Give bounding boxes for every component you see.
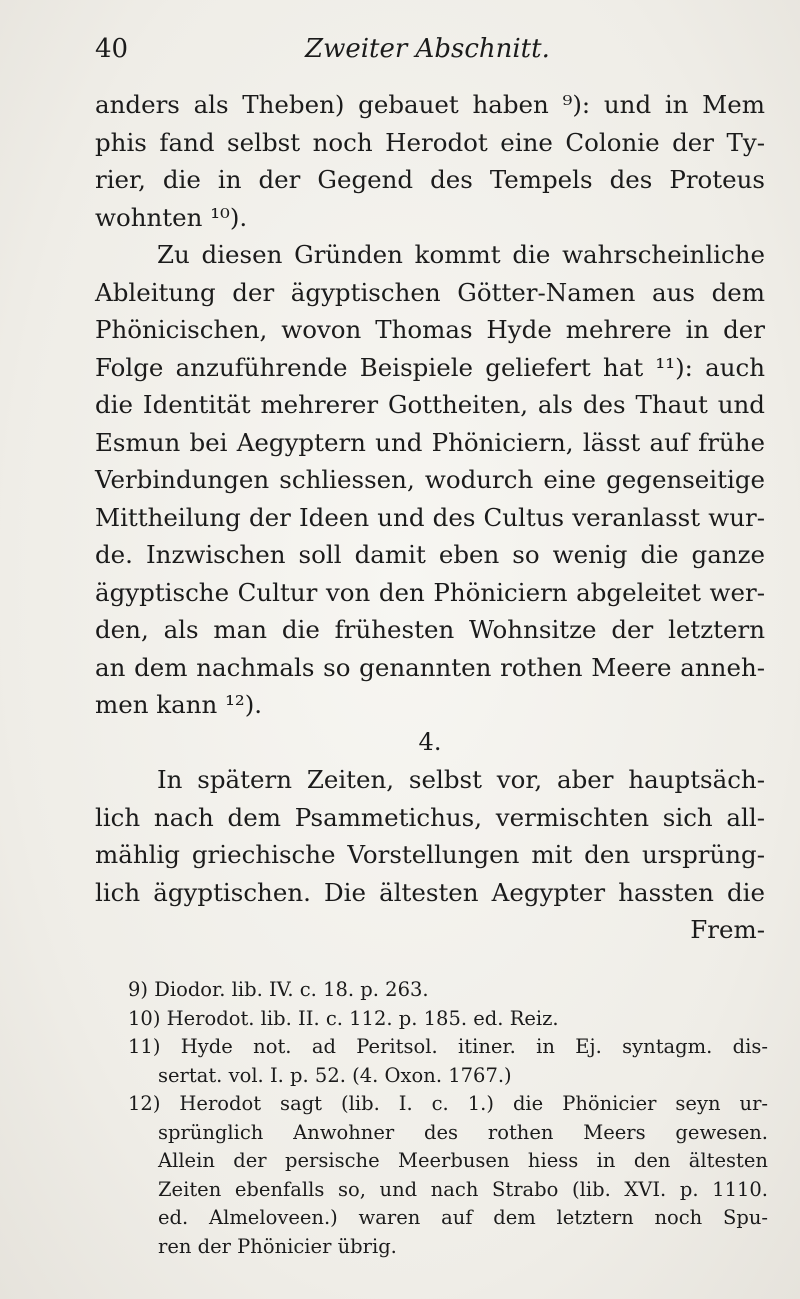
running-head: Zweiter Abschnitt. (305, 34, 550, 64)
footnote-12-line: sprünglich Anwohner des rothen Meers gewesen. (158, 1120, 768, 1144)
footnote-9: 9) Diodor. lib. IV. c. 18. p. 263. (128, 978, 429, 1001)
paragraph-2 (95, 236, 765, 724)
text-line: lich ägyptischen. Die ältesten Aegypter hassten die (95, 877, 765, 907)
footnote-11-line: 11) Hyde not. ad Peritsol. itiner. in Ej. syntagm. dis- (128, 1035, 768, 1058)
text-line: phis fand selbst noch Herodot eine Colonie der Ty- (95, 127, 765, 157)
footnote-12-line: ed. Almeloveen.) waren auf dem letztern noch Spu- (158, 1206, 768, 1229)
text-line: ägyptische Cultur von den Phöniciern abgeleitet wer- (95, 577, 765, 607)
text-line: de. Inzwischen soll damit eben so wenig die ganze (95, 540, 765, 569)
text-line: In spätern Zeiten, selbst vor, aber hauptsäch- (157, 765, 765, 794)
text-line: Zu diesen Gründen kommt die wahrscheinliche (157, 240, 765, 269)
text-line: Esmun bei Aegyptern und Phöniciern, lässt auf frühe (95, 427, 765, 457)
text-line: lich nach dem Psammetichus, vermischten sich all- (95, 802, 765, 832)
main-text (95, 86, 765, 949)
text-line: an dem nachmals so genannten rothen Meere anneh- (95, 652, 765, 682)
page-number: 40 (95, 34, 129, 64)
text-line: den, als man die frühesten Wohnsitze der letztern (95, 615, 765, 644)
text-line: Verbindungen schliessen, wodurch eine gegenseitige (95, 465, 765, 494)
text-line: wohnten ¹⁰). (95, 202, 248, 232)
section-number: 4. (418, 727, 442, 756)
footnote-12-line: 12) Herodot sagt (lib. I. c. 1.) die Phönicier seyn ur- (128, 1092, 768, 1115)
text-line: die Identität mehrerer Gottheiten, als des Thaut und (95, 390, 765, 419)
text-line: Phönicischen, wovon Thomas Hyde mehrere in der (95, 315, 765, 344)
footnotes (128, 976, 768, 1261)
footnote-10: 10) Herodot. lib. II. c. 112. p. 185. ed. Reiz. (128, 1006, 559, 1030)
text-line: Mittheilung der Ideen und des Cultus veranlasst wur- (95, 502, 765, 532)
text-line: Ableitung der ägyptischen Götter-Namen aus dem (95, 277, 765, 307)
text-line: rier, die in der Gegend des Tempels des Proteus (95, 165, 765, 194)
footnote-11-line: sertat. vol. I. p. 52. (4. Oxon. 1767.) (158, 1063, 512, 1087)
paragraph-3 (95, 761, 765, 949)
footnote-12-line: Allein der persische Meerbusen hiess in den ältesten (158, 1149, 768, 1172)
footnote-12-line: ren der Phönicier übrig. (158, 1234, 397, 1258)
text-line: anders als Theben) gebauet haben ⁹): und in Mem (95, 90, 765, 119)
text-line: Folge anzuführende Beispiele geliefert hat ¹¹): auch (95, 352, 765, 382)
page-header (95, 34, 755, 74)
catchword: Frem- (690, 915, 765, 944)
paragraph-1 (95, 86, 765, 236)
footnote-12-line: Zeiten ebenfalls so, und nach Strabo (lib. XVI. p. 1110. (158, 1177, 768, 1201)
text-line: men kann ¹²). (95, 690, 263, 719)
text-line: mählig griechische Vorstellungen mit den ursprüng- (95, 840, 765, 869)
